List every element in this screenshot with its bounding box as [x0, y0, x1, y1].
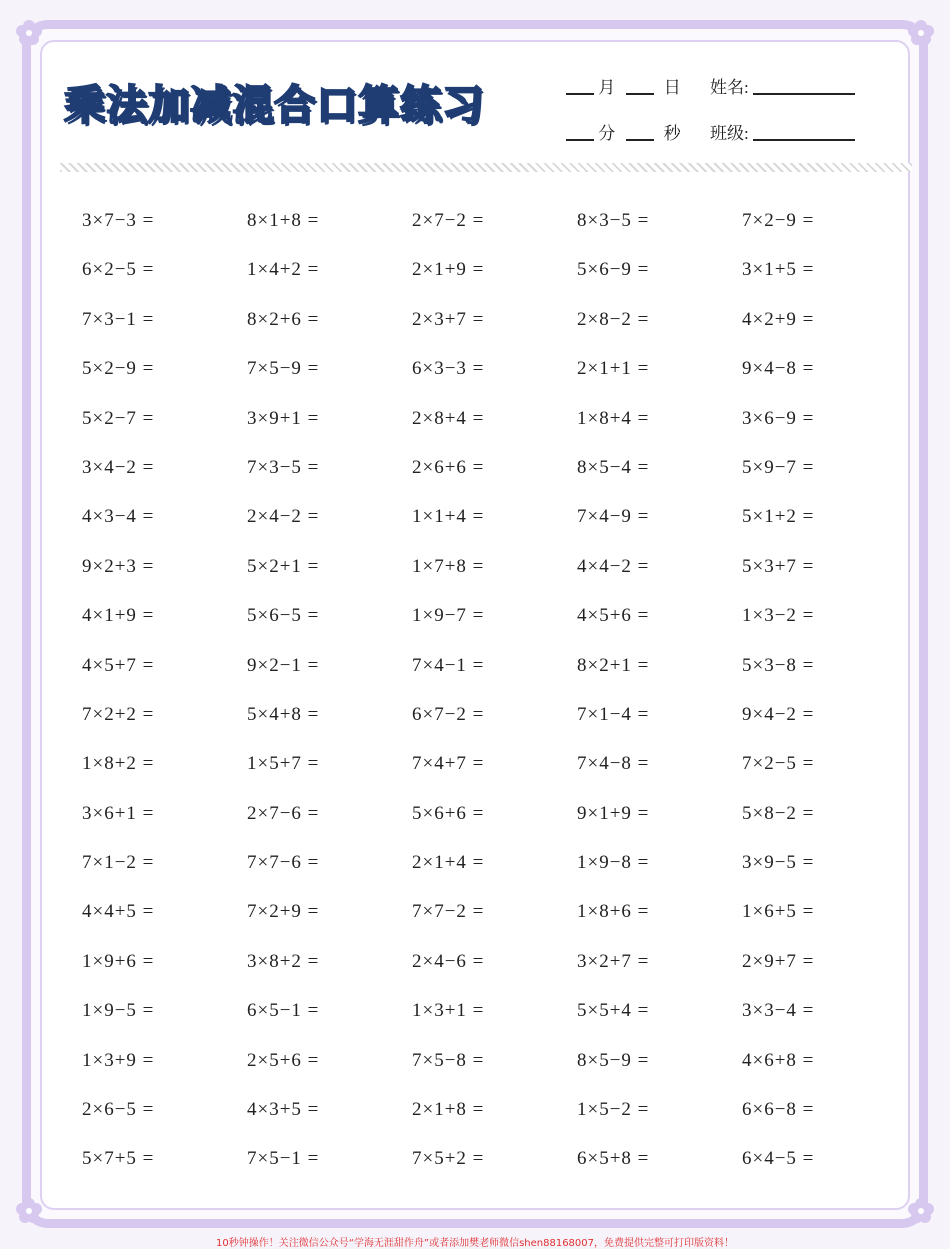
- problem-cell: 2×5+6 =: [247, 1049, 320, 1071]
- problem-cell: 6×2−5 =: [82, 259, 155, 281]
- problem-cell: 7×5+2 =: [412, 1148, 485, 1170]
- problem-cell: 1×6+5 =: [742, 901, 815, 923]
- problem-grid: [82, 196, 912, 1184]
- problem-cell: 3×7−3 =: [82, 210, 155, 231]
- problem-cell: 3×9+1 =: [247, 407, 320, 429]
- problem-cell: 7×5−8 =: [412, 1049, 485, 1071]
- problem-cell: 5×2−7 =: [82, 407, 155, 429]
- problem-cell: 9×4−2 =: [742, 703, 815, 725]
- problem-cell: 1×9−8 =: [577, 852, 650, 874]
- worksheet-title: 乘法加减混合口算练习: [64, 81, 484, 129]
- problem-cell: 7×5−9 =: [247, 358, 320, 380]
- flower-icon: [906, 18, 936, 48]
- problem-cell: 3×3−4 =: [742, 1000, 815, 1022]
- problem-cell: 5×2−9 =: [82, 358, 155, 380]
- problem-cell: 8×5−9 =: [577, 1049, 650, 1071]
- name-row: [710, 73, 855, 98]
- problem-cell: 8×2+6 =: [247, 308, 320, 330]
- problem-cell: 6×3−3 =: [412, 358, 485, 380]
- class-blank[interactable]: [753, 139, 855, 141]
- problem-cell: 9×4−8 =: [742, 358, 815, 380]
- problem-cell: 6×6−8 =: [742, 1099, 815, 1121]
- problem-cell: 3×6−9 =: [742, 407, 815, 429]
- problem-cell: 7×3−1 =: [82, 308, 155, 330]
- problem-cell: 5×2+1 =: [247, 555, 320, 577]
- problem-cell: 8×5−4 =: [577, 456, 650, 478]
- problem-cell: 5×3−8 =: [742, 654, 815, 676]
- problem-cell: 4×5+7 =: [82, 654, 155, 676]
- minute-label: 分: [598, 124, 616, 143]
- class-label: 班级:: [710, 124, 749, 143]
- problem-cell: 2×9+7 =: [742, 950, 815, 972]
- problem-cell: 7×2−9 =: [742, 210, 815, 231]
- second-label: 秒: [663, 124, 681, 143]
- problem-cell: 1×8+2 =: [82, 753, 155, 775]
- problem-cell: 3×2+7 =: [577, 950, 650, 972]
- problem-cell: 5×8−2 =: [742, 802, 815, 824]
- problem-cell: 3×6+1 =: [82, 802, 155, 824]
- problem-cell: 1×1+4 =: [412, 506, 485, 528]
- problem-cell: 2×8+4 =: [412, 407, 485, 429]
- problem-cell: 2×6+6 =: [412, 456, 485, 478]
- date-row: [566, 73, 681, 98]
- problem-cell: 1×4+2 =: [247, 259, 320, 281]
- problem-cell: 2×1+4 =: [412, 852, 485, 874]
- problem-cell: 5×1+2 =: [742, 506, 815, 528]
- problem-cell: 7×4−8 =: [577, 753, 650, 775]
- flower-icon: [906, 1196, 936, 1226]
- problem-cell: 6×4−5 =: [742, 1148, 815, 1170]
- problem-cell: 1×3−2 =: [742, 605, 815, 627]
- day-label: 日: [663, 78, 681, 97]
- problem-cell: 5×9−7 =: [742, 456, 815, 478]
- problem-cell: 5×3+7 =: [742, 555, 815, 577]
- problem-cell: 6×5−1 =: [247, 1000, 320, 1022]
- problem-cell: 7×1−4 =: [577, 703, 650, 725]
- problem-cell: 6×5+8 =: [577, 1148, 650, 1170]
- problem-cell: 7×5−1 =: [247, 1148, 320, 1170]
- problem-cell: 4×4−2 =: [577, 555, 650, 577]
- problem-cell: 3×9−5 =: [742, 852, 815, 874]
- problem-cell: 4×3+5 =: [247, 1099, 320, 1121]
- problem-cell: 4×1+9 =: [82, 605, 155, 627]
- problem-cell: 2×3+7 =: [412, 308, 485, 330]
- problem-cell: 7×4+7 =: [412, 753, 485, 775]
- time-row: [566, 119, 681, 144]
- problem-cell: 4×5+6 =: [577, 605, 650, 627]
- problem-cell: 4×2+9 =: [742, 308, 815, 330]
- problem-cell: 5×6+6 =: [412, 802, 485, 824]
- problem-cell: 1×9−7 =: [412, 605, 485, 627]
- problem-cell: 2×6−5 =: [82, 1099, 155, 1121]
- problem-cell: 1×3+1 =: [412, 1000, 485, 1022]
- divider-stripe: [60, 163, 912, 172]
- problem-cell: 9×2+3 =: [82, 555, 155, 577]
- problem-cell: 5×6−5 =: [247, 605, 320, 627]
- problem-cell: 8×2+1 =: [577, 654, 650, 676]
- problem-cell: 2×4−6 =: [412, 950, 485, 972]
- problem-cell: 1×3+9 =: [82, 1049, 155, 1071]
- problem-cell: 7×3−5 =: [247, 456, 320, 478]
- problem-cell: 6×7−2 =: [412, 703, 485, 725]
- problem-cell: 5×7+5 =: [82, 1148, 155, 1170]
- problem-cell: 9×1+9 =: [577, 802, 650, 824]
- problem-cell: 4×4+5 =: [82, 901, 155, 923]
- problem-cell: 5×6−9 =: [577, 259, 650, 281]
- problem-cell: 2×4−2 =: [247, 506, 320, 528]
- problem-cell: 1×8+6 =: [577, 901, 650, 923]
- problem-cell: 7×2+2 =: [82, 703, 155, 725]
- problem-cell: 7×2+9 =: [247, 901, 320, 923]
- problem-cell: 8×3−5 =: [577, 210, 650, 231]
- problem-cell: 8×1+8 =: [247, 210, 320, 231]
- problem-cell: 3×1+5 =: [742, 259, 815, 281]
- problem-cell: 7×1−2 =: [82, 852, 155, 874]
- flower-icon: [14, 1196, 44, 1226]
- problem-cell: 3×8+2 =: [247, 950, 320, 972]
- problem-cell: 4×6+8 =: [742, 1049, 815, 1071]
- day-blank[interactable]: [626, 93, 654, 95]
- flower-icon: [14, 18, 44, 48]
- minute-blank[interactable]: [566, 139, 594, 141]
- problem-cell: 1×9−5 =: [82, 1000, 155, 1022]
- problem-cell: 4×3−4 =: [82, 506, 155, 528]
- problem-cell: 2×8−2 =: [577, 308, 650, 330]
- month-blank[interactable]: [566, 93, 594, 95]
- problem-cell: 7×4−1 =: [412, 654, 485, 676]
- second-blank[interactable]: [626, 139, 654, 141]
- name-blank[interactable]: [753, 93, 855, 95]
- problem-cell: 5×5+4 =: [577, 1000, 650, 1022]
- name-label: 姓名:: [710, 78, 749, 97]
- problem-cell: 2×7−6 =: [247, 802, 320, 824]
- problem-cell: 7×7−2 =: [412, 901, 485, 923]
- problem-cell: 7×7−6 =: [247, 852, 320, 874]
- problem-cell: 3×4−2 =: [82, 456, 155, 478]
- problem-cell: 1×5+7 =: [247, 753, 320, 775]
- problem-cell: 2×1+9 =: [412, 259, 485, 281]
- footer-note: 10秒钟操作！关注微信公众号“学海无涯甜作舟”或者添加樊老师微信shen88168007，免费提供完整可打印版资料！: [215, 1238, 735, 1249]
- problem-cell: 2×7−2 =: [412, 210, 485, 231]
- problem-cell: 2×1+1 =: [577, 358, 650, 380]
- problem-cell: 1×5−2 =: [577, 1099, 650, 1121]
- problem-cell: 9×2−1 =: [247, 654, 320, 676]
- class-row: [710, 119, 855, 144]
- problem-cell: 7×2−5 =: [742, 753, 815, 775]
- problem-cell: 1×7+8 =: [412, 555, 485, 577]
- month-label: 月: [598, 78, 616, 97]
- problem-cell: 5×4+8 =: [247, 703, 320, 725]
- problem-cell: 1×9+6 =: [82, 950, 155, 972]
- problem-cell: 1×8+4 =: [577, 407, 650, 429]
- problem-cell: 7×4−9 =: [577, 506, 650, 528]
- problem-cell: 2×1+8 =: [412, 1099, 485, 1121]
